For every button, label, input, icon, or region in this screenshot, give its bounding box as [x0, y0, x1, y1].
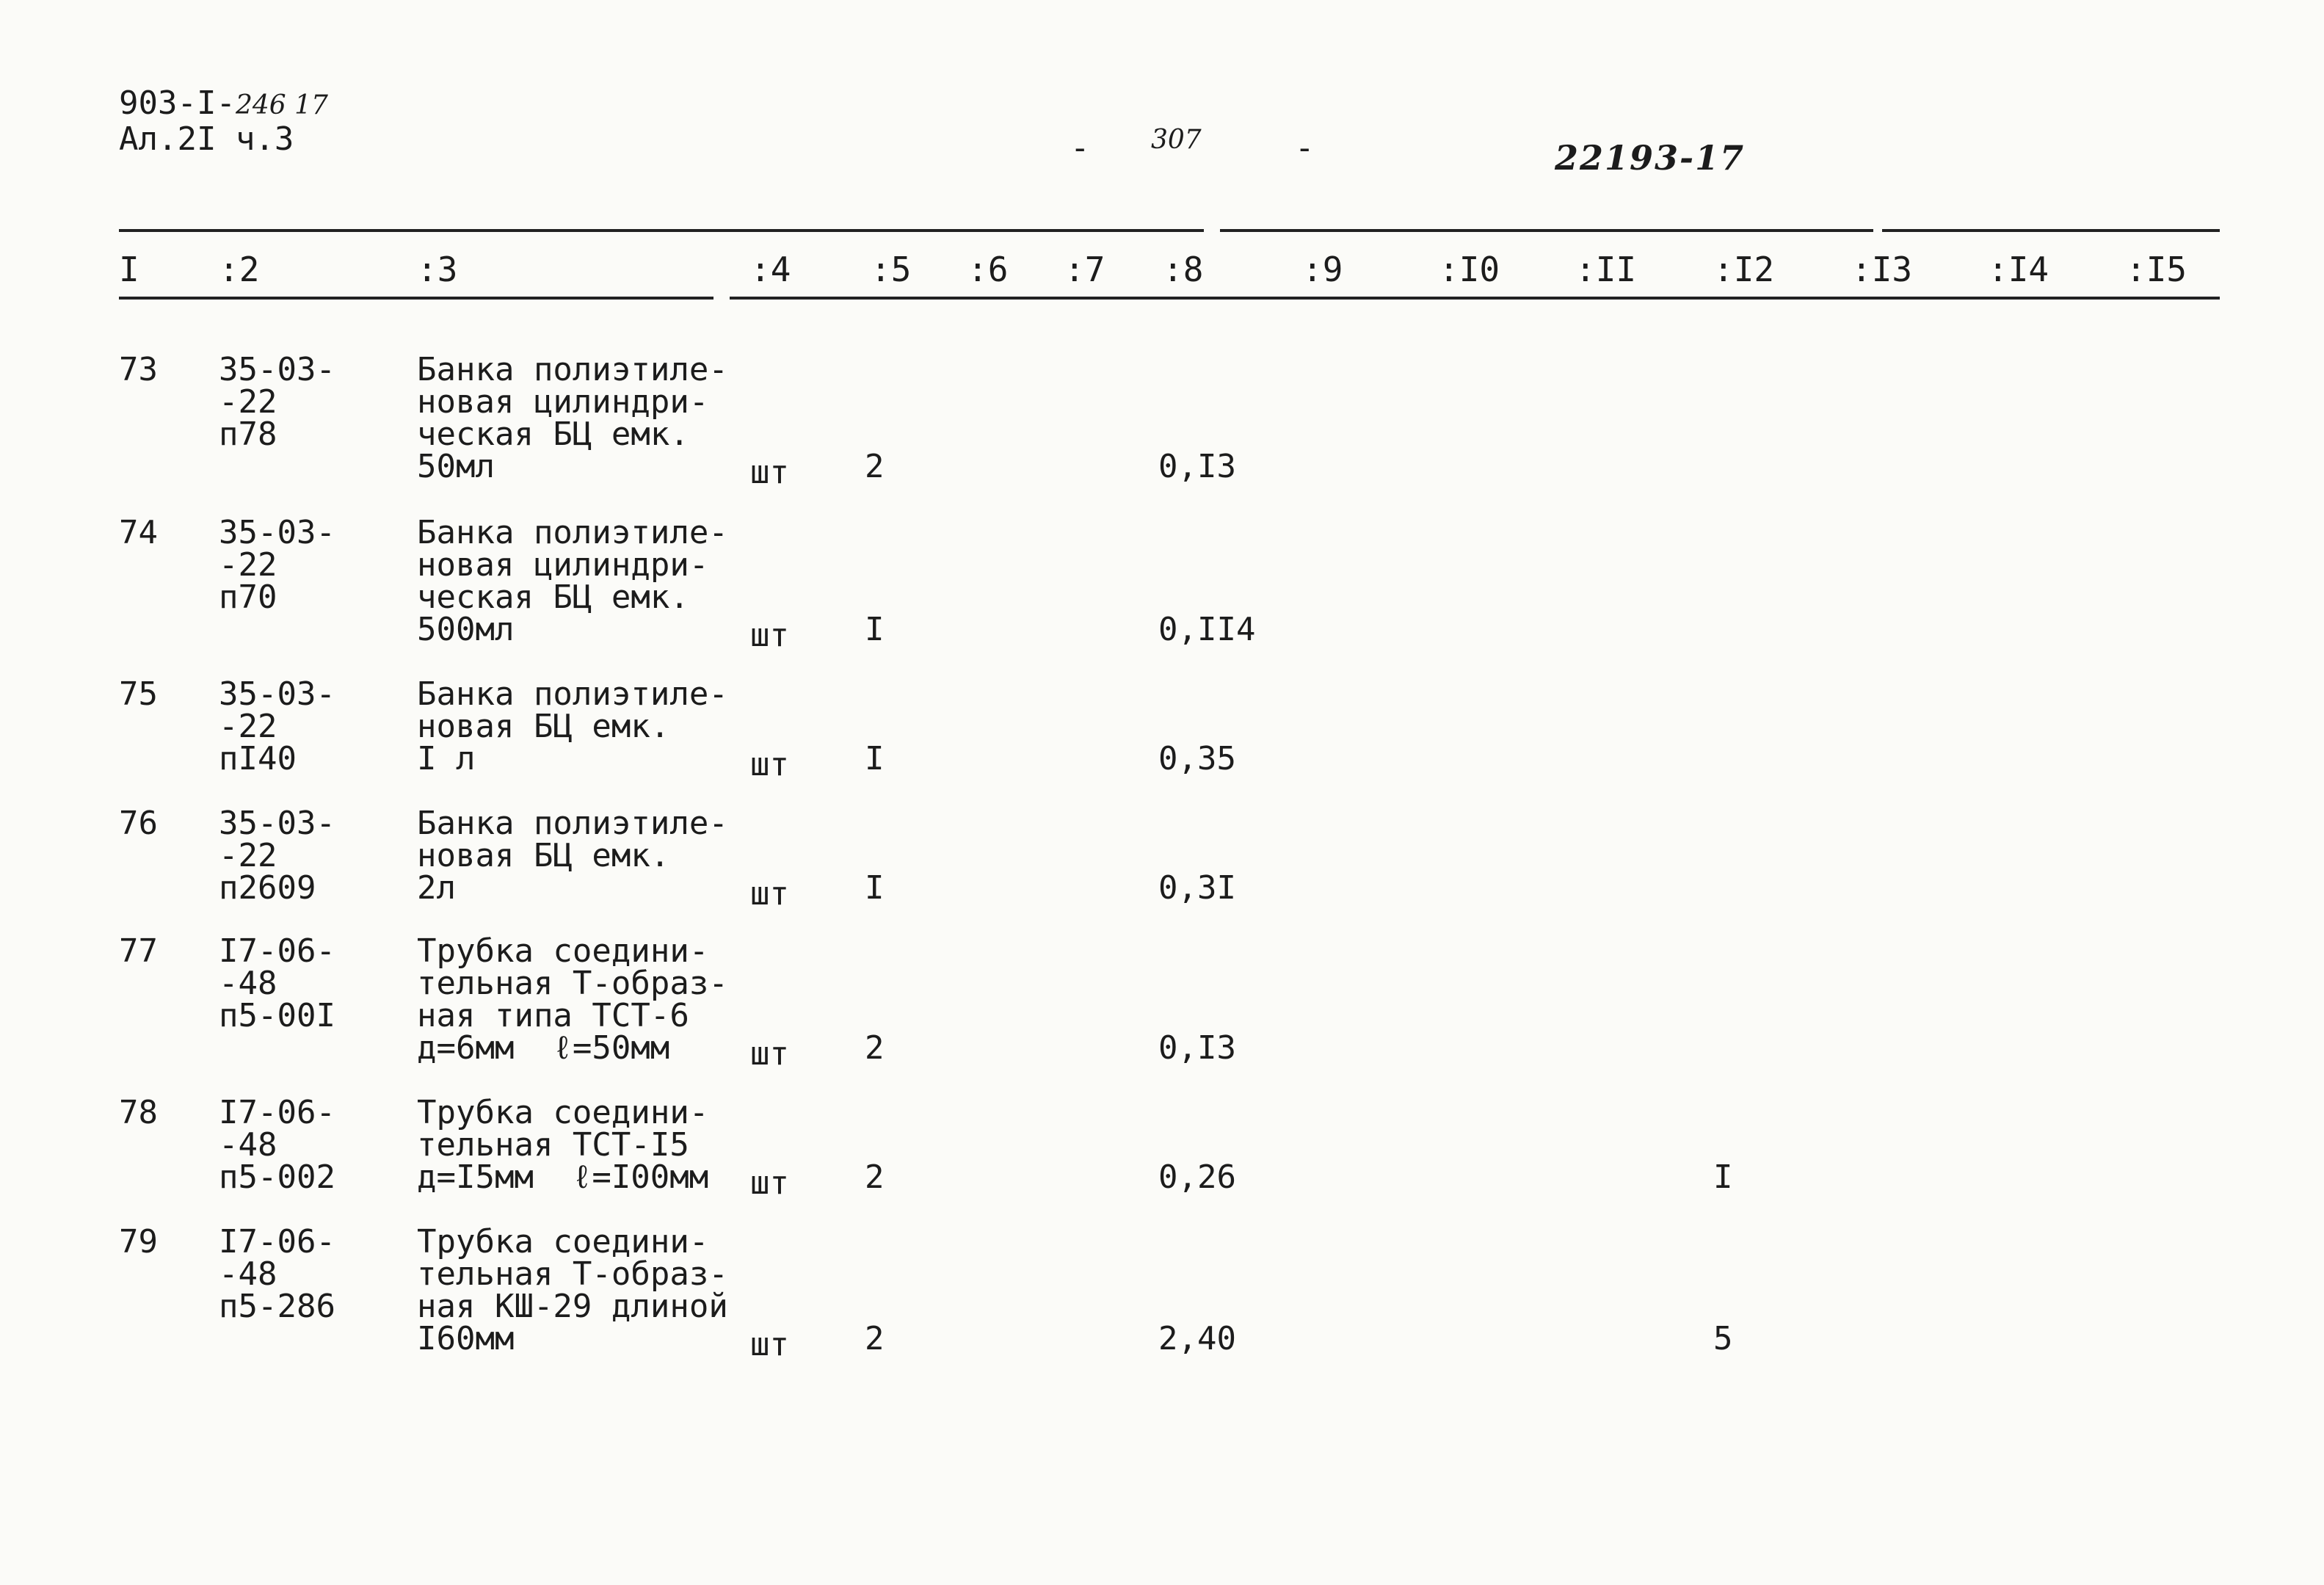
column-header-11: :II [1575, 250, 1637, 289]
row-number: 77 [119, 932, 158, 970]
column-header-8: :8 [1163, 250, 1204, 289]
column-header-15: :I5 [2126, 250, 2187, 289]
album-part: Ал.2I ч.3 [119, 120, 294, 158]
table-top-rule-1 [119, 229, 1204, 232]
column-header-3: :3 [417, 250, 458, 289]
row-name: Трубка соедини- тельная Т-образ- ная типа ТСТ-6 д=6мм ℓ=50мм [417, 932, 728, 1067]
row-mass: 0,35 [1158, 740, 1236, 777]
column-header-14: :I4 [1988, 250, 2049, 289]
row-name: Банка полиэтиле- новая БЦ емк. I л [417, 675, 728, 777]
column-header-9: :9 [1302, 250, 1343, 289]
column-header-7: :7 [1064, 250, 1105, 289]
document-number-handwritten: 246 17 [235, 90, 328, 120]
column-header-4: :4 [750, 250, 791, 289]
row-name: Банка полиэтиле- новая цилиндри- ческая БЦ емк. 50мл [417, 351, 728, 485]
row-name: Банка полиэтиле- новая БЦ емк. 2л [417, 805, 728, 907]
row-col12: I [1713, 1158, 1733, 1196]
row-qty: 2 [865, 1029, 885, 1067]
row-mass: 0,II4 [1158, 611, 1256, 648]
row-qty: 2 [865, 1158, 885, 1196]
column-header-12: :I2 [1713, 250, 1775, 289]
table-top-rule-2 [1220, 229, 1873, 232]
document-number-printed: 903-I- [119, 84, 236, 122]
row-unit: шт [750, 1326, 789, 1363]
row-number: 73 [119, 351, 158, 388]
row-qty: I [865, 869, 885, 907]
column-header-5: :5 [871, 250, 912, 289]
row-number: 75 [119, 675, 158, 713]
row-mass: 0,I3 [1158, 1029, 1236, 1067]
column-header-2: :2 [219, 250, 260, 289]
row-mass: 0,I3 [1158, 448, 1236, 485]
row-code: I7-06- -48 п5-00I [219, 932, 335, 1034]
row-mass: 0,26 [1158, 1158, 1236, 1196]
column-header-1: I [119, 250, 139, 289]
column-header-10: :I0 [1439, 250, 1500, 289]
row-code: 35-03- -22 пI40 [219, 675, 335, 777]
row-name: Банка полиэтиле- новая цилиндри- ческая БЦ емк. 500мл [417, 514, 728, 648]
row-number: 79 [119, 1223, 158, 1261]
table-header-rule-2 [730, 297, 2220, 300]
row-code: I7-06- -48 п5-002 [219, 1094, 335, 1196]
document-code: 22193-17 [1555, 138, 1746, 178]
row-unit: шт [750, 1035, 789, 1073]
row-name: Трубка соедини- тельная Т-образ- ная КШ-29 длиной I60мм [417, 1223, 728, 1357]
row-number: 74 [119, 514, 158, 551]
row-code: 35-03- -22 п78 [219, 351, 335, 453]
row-unit: шт [750, 746, 789, 783]
row-unit: шт [750, 617, 789, 654]
row-qty: 2 [865, 1320, 885, 1357]
row-unit: шт [750, 1164, 789, 1202]
row-mass: 0,3I [1158, 869, 1236, 907]
row-unit: шт [750, 454, 789, 491]
document-number [119, 84, 328, 158]
table-top-rule-3 [1882, 229, 2220, 232]
row-qty: I [865, 611, 885, 648]
page-dash-left: - [1070, 129, 1090, 167]
column-header-13: :I3 [1851, 250, 1913, 289]
row-code: 35-03- -22 п70 [219, 514, 335, 616]
row-number: 78 [119, 1094, 158, 1131]
page-dash-right: - [1295, 129, 1315, 167]
row-mass: 2,40 [1158, 1320, 1236, 1357]
row-qty: 2 [865, 448, 885, 485]
row-code: 35-03- -22 п2609 [219, 805, 335, 907]
row-number: 76 [119, 805, 158, 842]
table-header-rule-1 [119, 297, 713, 300]
column-header-6: :6 [967, 250, 1009, 289]
row-name: Трубка соедини- тельная ТСТ-I5 д=I5мм ℓ=I00мм [417, 1094, 709, 1196]
row-code: I7-06- -48 п5-286 [219, 1223, 335, 1325]
row-unit: шт [750, 875, 789, 913]
row-col12: 5 [1713, 1320, 1733, 1357]
page-number: 307 [1151, 125, 1202, 155]
row-qty: I [865, 740, 885, 777]
